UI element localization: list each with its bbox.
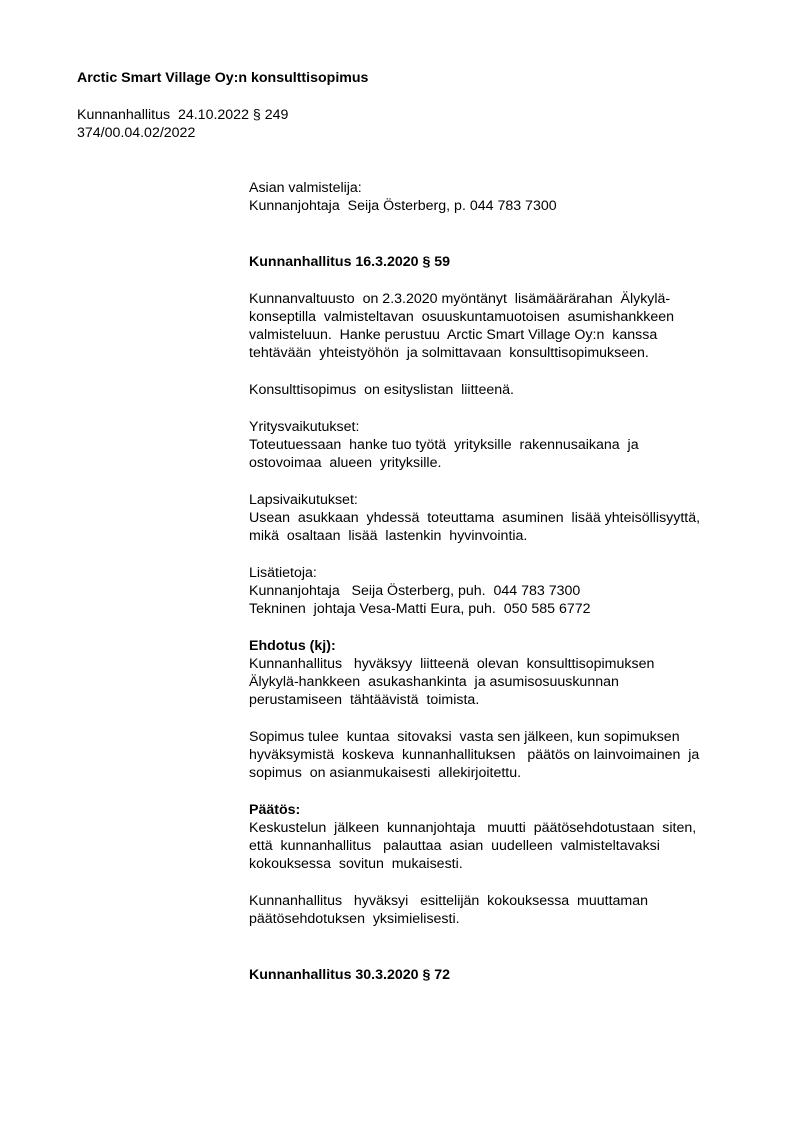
- proposal-line: perustamiseen tähtäävistä toimista.: [249, 692, 480, 708]
- info-label: Lisätietoja:: [249, 565, 317, 581]
- preparer-name: Kunnanjohtaja Seija Österberg, p. 044 783 7300: [249, 198, 557, 214]
- preparer-label: Asian valmistelija:: [249, 180, 362, 196]
- proposal-line: Kunnanhallitus hyväksyy liitteenä olevan konsulttisopimuksen: [249, 656, 655, 672]
- proposal-label: Ehdotus (kj):: [249, 638, 336, 654]
- business-impact-line: ostovoimaa alueen yrityksille.: [249, 455, 442, 471]
- intro-line: Kunnanvaltuusto on 2.3.2020 myöntänyt lisämäärärahan Älykylä-: [249, 291, 671, 307]
- decision-label: Päätös:: [249, 802, 301, 818]
- intro-line: valmisteluun. Hanke perustuu Arctic Smart Village Oy:n kanssa: [249, 327, 658, 343]
- child-impact-label: Lapsivaikutukset:: [249, 492, 358, 508]
- section-heading-16-3-2020: Kunnanhallitus 16.3.2020 § 59: [249, 254, 451, 270]
- child-impact-line: mikä osaltaan lisää lastenkin hyvinvointia.: [249, 528, 528, 544]
- info-contact: Tekninen johtaja Vesa-Matti Eura, puh. 050 585 6772: [249, 601, 591, 617]
- binding-line: sopimus on asianmukaisesti allekirjoitettu.: [249, 765, 522, 781]
- decision-line: Keskustelun jälkeen kunnanjohtaja muutti päätösehdotustaan siten,: [249, 820, 697, 836]
- intro-line: tehtävään yhteistyöhön ja solmittavaan konsulttisopimukseen.: [249, 345, 649, 361]
- business-impact-line: Toteutuessaan hanke tuo työtä yrityksille rakennusaikana ja: [249, 437, 639, 453]
- child-impact-line: Usean asukkaan yhdessä toteuttama asuminen lisää yhteisöllisyyttä,: [249, 510, 701, 526]
- approval-line: päätösehdotuksen yksimielisesti.: [249, 911, 460, 927]
- business-impact-label: Yritysvaikutukset:: [249, 419, 360, 435]
- attachment-note: Konsulttisopimus on esityslistan liitteenä.: [249, 382, 514, 398]
- document-title: Arctic Smart Village Oy:n konsulttisopimus: [77, 70, 369, 86]
- intro-line: konseptilla valmisteltavan osuuskuntamuotoisen asumishankkeen: [249, 309, 675, 325]
- decision-line: että kunnanhallitus palauttaa asian uudelleen valmisteltavaksi: [249, 838, 660, 854]
- meeting-reference: Kunnanhallitus 24.10.2022 § 249: [77, 107, 289, 123]
- decision-line: kokouksessa sovitun mukaisesti.: [249, 856, 463, 872]
- info-contact: Kunnanjohtaja Seija Österberg, puh. 044 783 7300: [249, 583, 581, 599]
- section-heading-30-3-2020: Kunnanhallitus 30.3.2020 § 72: [249, 967, 451, 983]
- approval-line: Kunnanhallitus hyväksyi esittelijän kokouksessa muuttaman: [249, 893, 649, 909]
- proposal-line: Älykylä-hankkeen asukashankinta ja asumisosuuskunnan: [249, 674, 619, 690]
- record-id: 374/00.04.02/2022: [77, 125, 196, 141]
- binding-line: Sopimus tulee kuntaa sitovaksi vasta sen jälkeen, kun sopimuksen: [249, 729, 680, 745]
- binding-line: hyväksymistä koskeva kunnanhallituksen päätös on lainvoimainen ja: [249, 747, 700, 763]
